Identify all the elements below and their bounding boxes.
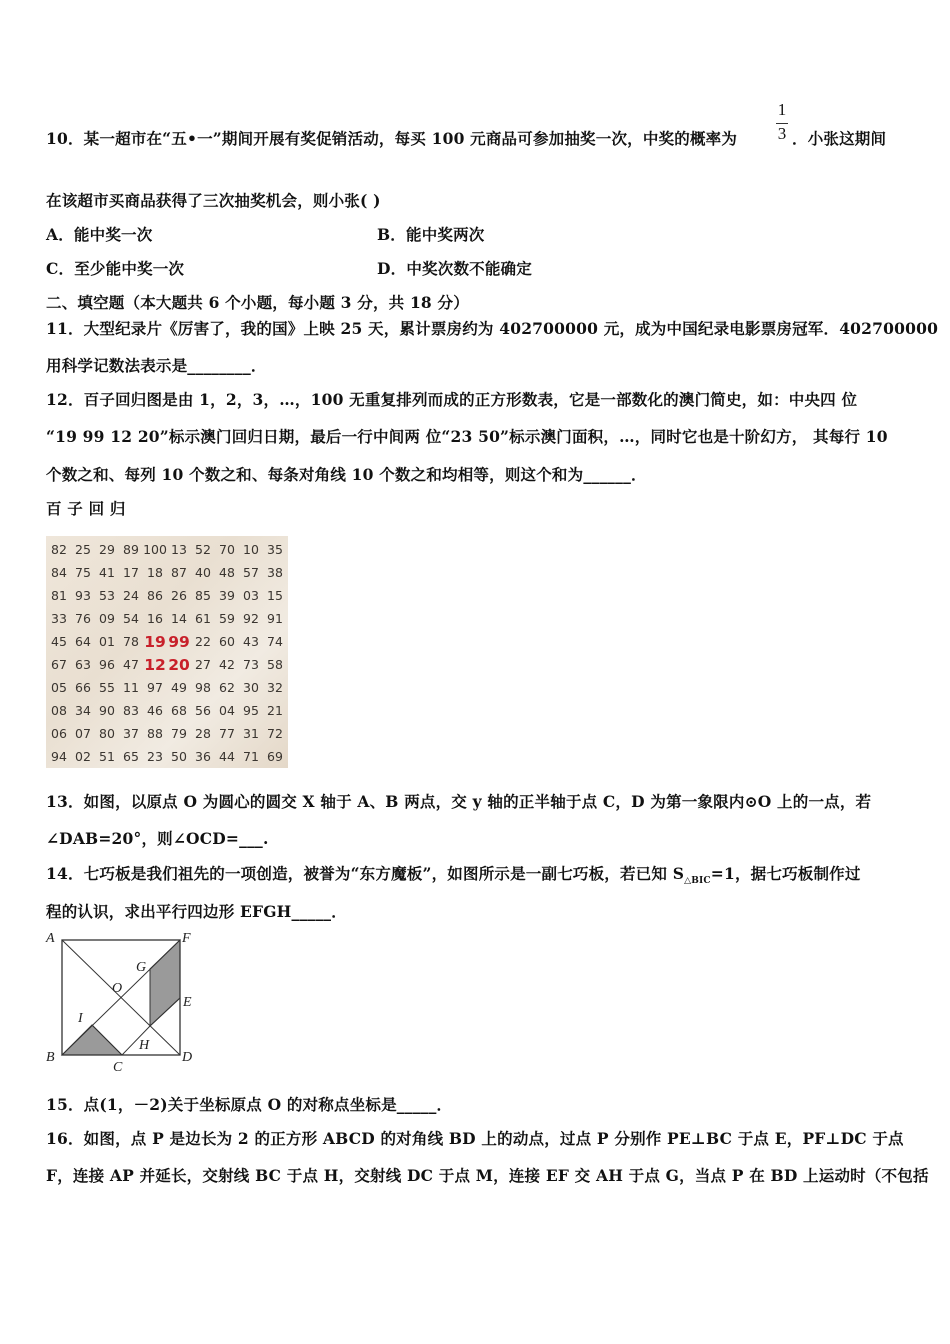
grid-cell: 88 — [147, 726, 163, 741]
grid-cell: 38 — [267, 565, 283, 580]
grid-cell: 56 — [195, 703, 211, 718]
grid-cell: 12 — [144, 655, 166, 674]
q14-line1-a: 14．七巧板是我们祖先的一项创造，被誉为“东方魔板”，如图所示是一副七巧板，若已知 S — [46, 864, 685, 883]
grid-cell: 70 — [219, 542, 235, 557]
q10-line2: 在该超市买商品获得了三次抽奖机会，则小张( ) — [46, 191, 381, 210]
magic-square-image — [46, 536, 288, 768]
q12-line1: 12．百子回归图是由 1，2，3，…，100 无重复排列而成的正方形数表，它是一部数化的澳门简史，如：中央四 位 — [46, 390, 858, 409]
fraction-denominator: 3 — [777, 124, 787, 143]
grid-cell: 93 — [75, 588, 91, 603]
grid-cell: 24 — [123, 588, 139, 603]
shaded-triangle-bic — [62, 1025, 122, 1055]
grid-cell: 11 — [123, 680, 139, 695]
label-o: O — [112, 981, 123, 996]
grid-cell: 23 — [147, 749, 163, 764]
grid-cell: 09 — [99, 611, 115, 626]
grid-cell: 07 — [75, 726, 91, 741]
grid-row — [47, 653, 287, 676]
grid-cell: 32 — [267, 680, 283, 695]
q14-line2: 程的认识，求出平行四边形 EFGH_____． — [46, 902, 347, 921]
grid-cell: 33 — [51, 611, 67, 626]
grid-cell: 59 — [219, 611, 235, 626]
grid-cell: 69 — [267, 749, 283, 764]
q14-line1 — [46, 862, 861, 886]
grid-row — [47, 538, 287, 561]
grid-cell: 52 — [195, 542, 211, 557]
grid-cell: 37 — [123, 726, 139, 741]
grid-cell: 94 — [51, 749, 67, 764]
q10-option-a: A．能中奖一次 — [46, 225, 153, 244]
grid-cell: 91 — [267, 611, 283, 626]
grid-cell: 29 — [99, 542, 115, 557]
q11-line1: 11．大型纪录片《厉害了，我的国》上映 25 天，累计票房约为 402700000 元，成为中国纪录电影票房冠军．402700000 — [46, 319, 939, 338]
grid-row — [47, 584, 287, 607]
label-g: G — [136, 960, 147, 975]
grid-row — [47, 722, 287, 745]
grid-cell: 99 — [168, 632, 190, 651]
grid-cell: 53 — [99, 588, 115, 603]
grid-cell: 63 — [75, 657, 91, 672]
grid-cell: 54 — [123, 611, 139, 626]
grid-row — [47, 630, 287, 653]
shaded-parallelogram-efgh — [150, 940, 180, 1026]
grid-cell: 34 — [75, 703, 91, 718]
grid-cell: 21 — [267, 703, 283, 718]
grid-cell: 19 — [144, 632, 166, 651]
q13-line1: 13．如图，以原点 O 为圆心的圆交 X 轴于 A、B 两点，交 y 轴的正半轴于点 C，D 为第一象限内⊙O 上的一点，若 — [46, 792, 872, 811]
grid-cell: 86 — [147, 588, 163, 603]
grid-row — [47, 607, 287, 630]
grid-cell: 48 — [219, 565, 235, 580]
grid-cell: 61 — [195, 611, 211, 626]
label-c: C — [113, 1060, 123, 1074]
tangram-figure — [40, 928, 200, 1074]
grid-cell: 96 — [99, 657, 115, 672]
grid-cell: 87 — [171, 565, 187, 580]
label-a: A — [46, 931, 55, 946]
grid-cell: 84 — [51, 565, 67, 580]
grid-cell: 78 — [123, 634, 139, 649]
grid-cell: 82 — [51, 542, 67, 557]
q14-subscript: △BIC — [684, 876, 711, 887]
grid-cell: 51 — [99, 749, 115, 764]
q14-line1-b: =1，据七巧板制作过 — [710, 864, 861, 883]
grid-cell: 28 — [195, 726, 211, 741]
q10-option-d: D．中奖次数不能确定 — [377, 259, 532, 278]
label-i: I — [78, 1011, 83, 1026]
grid-cell: 04 — [219, 703, 235, 718]
grid-cell: 08 — [51, 703, 67, 718]
grid-cell: 67 — [51, 657, 67, 672]
grid-cell: 20 — [168, 655, 190, 674]
magic-square-grid — [47, 538, 287, 768]
grid-cell: 80 — [99, 726, 115, 741]
grid-cell: 14 — [171, 611, 187, 626]
grid-cell: 65 — [123, 749, 139, 764]
q12-line2: “19 99 12 20”标示澳门回归日期，最后一行中间两 位“23 50”标示澳门面积，…，同时它也是十阶幻方， 其每行 10 — [46, 427, 888, 446]
grid-cell: 05 — [51, 680, 67, 695]
grid-cell: 97 — [147, 680, 163, 695]
grid-cell: 57 — [243, 565, 259, 580]
grid-cell: 15 — [267, 588, 283, 603]
label-h: H — [139, 1038, 150, 1053]
fraction-numerator: 1 — [777, 100, 787, 119]
q11-line2: 用科学记数法表示是________． — [46, 356, 267, 375]
grid-cell: 55 — [99, 680, 115, 695]
q15-line1: 15．点(1，－2)关于坐标原点 O 的对称点坐标是_____． — [46, 1095, 453, 1114]
grid-cell: 71 — [243, 749, 259, 764]
q10-option-c: C．至少能中奖一次 — [46, 259, 185, 278]
label-e: E — [183, 995, 192, 1010]
grid-cell: 13 — [171, 542, 187, 557]
grid-cell: 01 — [99, 634, 115, 649]
grid-cell: 39 — [219, 588, 235, 603]
q10-option-b: B．能中奖两次 — [377, 225, 485, 244]
grid-cell: 41 — [99, 565, 115, 580]
grid-cell: 46 — [147, 703, 163, 718]
grid-cell: 40 — [195, 565, 211, 580]
grid-cell: 25 — [75, 542, 91, 557]
grid-cell: 22 — [195, 634, 211, 649]
grid-cell: 81 — [51, 588, 67, 603]
grid-cell: 50 — [171, 749, 187, 764]
grid-cell: 85 — [195, 588, 211, 603]
grid-cell: 98 — [195, 680, 211, 695]
grid-cell: 31 — [243, 726, 259, 741]
grid-cell: 16 — [147, 611, 163, 626]
grid-cell: 100 — [143, 542, 167, 557]
grid-cell: 77 — [219, 726, 235, 741]
label-f: F — [182, 931, 191, 946]
grid-cell: 58 — [267, 657, 283, 672]
grid-row — [47, 561, 287, 584]
grid-cell: 27 — [195, 657, 211, 672]
grid-cell: 02 — [75, 749, 91, 764]
grid-row — [47, 676, 287, 699]
grid-cell: 60 — [219, 634, 235, 649]
grid-cell: 62 — [219, 680, 235, 695]
grid-cell: 75 — [75, 565, 91, 580]
grid-cell: 83 — [123, 703, 139, 718]
grid-cell: 90 — [99, 703, 115, 718]
grid-cell: 30 — [243, 680, 259, 695]
grid-cell: 36 — [195, 749, 211, 764]
grid-cell: 66 — [75, 680, 91, 695]
grid-cell: 10 — [243, 542, 259, 557]
grid-cell: 43 — [243, 634, 259, 649]
grid-cell: 73 — [243, 657, 259, 672]
q12-caption: 百 子 回 归 — [46, 499, 126, 518]
grid-row — [47, 699, 287, 722]
q12-line3: 个数之和、每列 10 个数之和、每条对角线 10 个数之和均相等，则这个和为______． — [46, 465, 647, 484]
grid-cell: 17 — [123, 565, 139, 580]
grid-cell: 95 — [243, 703, 259, 718]
grid-cell: 72 — [267, 726, 283, 741]
q10-line1: 10．某一超市在“五•一”期间开展有奖促销活动，每买 100 元商品可参加抽奖一次，中奖的概率为 — [46, 129, 738, 148]
grid-cell: 47 — [123, 657, 139, 672]
grid-cell: 92 — [243, 611, 259, 626]
section2-title: 二、填空题（本大题共 6 个小题，每小题 3 分，共 18 分） — [46, 293, 469, 312]
grid-cell: 26 — [171, 588, 187, 603]
grid-cell: 35 — [267, 542, 283, 557]
grid-cell: 68 — [171, 703, 187, 718]
grid-cell: 06 — [51, 726, 67, 741]
label-b: B — [46, 1050, 55, 1065]
grid-cell: 74 — [267, 634, 283, 649]
q16-line2: F，连接 AP 并延长，交射线 BC 于点 H，交射线 DC 于点 M，连接 EF 交 AH 于点 G，当点 P 在 BD 上运动时（不包括 — [46, 1166, 929, 1185]
probability-fraction — [775, 100, 789, 148]
grid-cell: 79 — [171, 726, 187, 741]
q16-line1: 16．如图，点 P 是边长为 2 的正方形 ABCD 的对角线 BD 上的动点，过点 P 分别作 PE⊥BC 于点 E，PF⊥DC 于点 — [46, 1129, 904, 1148]
grid-cell: 03 — [243, 588, 259, 603]
grid-cell: 49 — [171, 680, 187, 695]
grid-cell: 18 — [147, 565, 163, 580]
label-d: D — [182, 1050, 193, 1065]
grid-cell: 64 — [75, 634, 91, 649]
q13-line2: ∠DAB=20°，则∠OCD=___. — [46, 829, 269, 848]
grid-cell: 89 — [123, 542, 139, 557]
grid-cell: 76 — [75, 611, 91, 626]
grid-cell: 44 — [219, 749, 235, 764]
grid-row — [47, 745, 287, 768]
grid-cell: 42 — [219, 657, 235, 672]
q10-line1-tail: ．小张这期间 — [792, 129, 887, 148]
grid-cell: 45 — [51, 634, 67, 649]
